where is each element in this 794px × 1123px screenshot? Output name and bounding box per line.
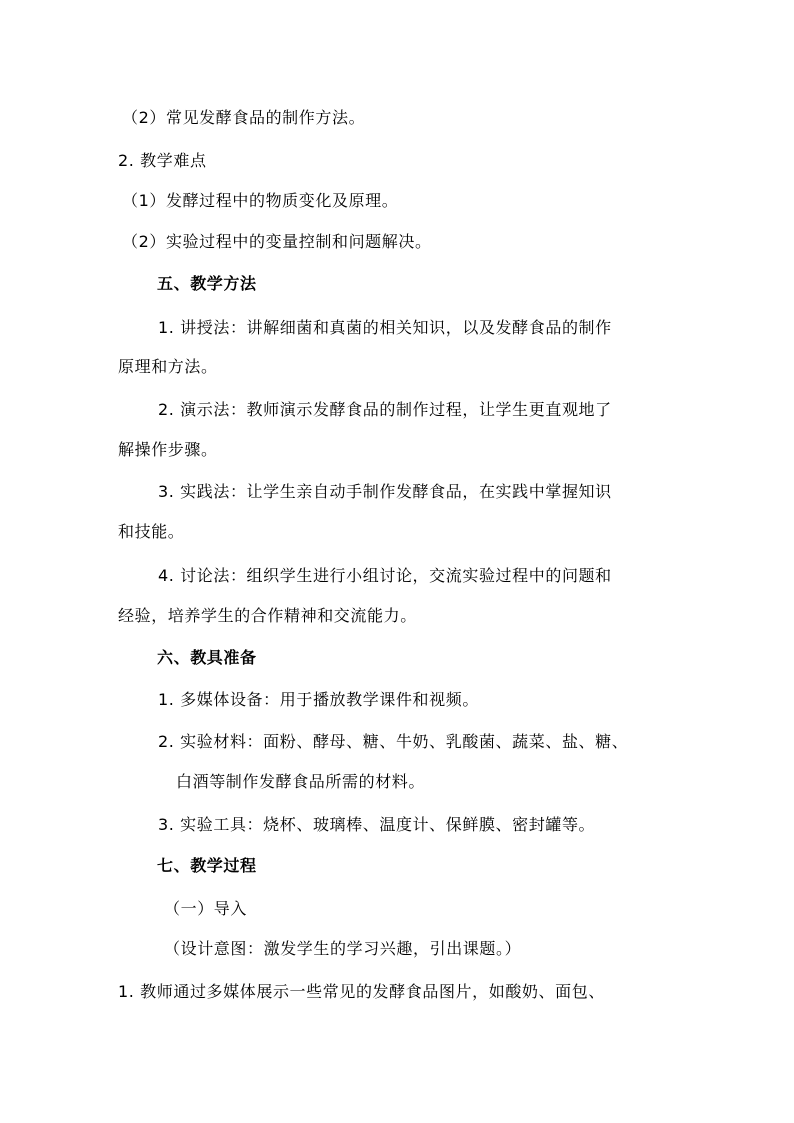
section-heading-teaching-methods: 五、教学方法	[157, 274, 257, 293]
method-item-3-continued: 和技能。	[118, 522, 185, 541]
design-intent-note: （设计意图：激发学生的学习兴趣，引出课题。）	[164, 939, 522, 958]
method-item-4: 4. 讨论法：组织学生进行小组讨论，交流实验过程中的问题和	[158, 566, 612, 585]
aids-item-2-continued: 白酒等制作发酵食品所需的材料。	[176, 772, 426, 791]
difficulty-item-2: （2）实验过程中的变量控制和问题解决。	[122, 232, 432, 251]
difficulty-item-2-method: （2）常见发酵食品的制作方法。	[122, 108, 366, 127]
method-item-2-continued: 解操作步骤。	[118, 440, 218, 459]
process-step-1: 1. 教师通过多媒体展示一些常见的发酵食品图片，如酸奶、面包、	[118, 982, 605, 1001]
aids-item-3: 3. 实验工具：烧杯、玻璃棒、温度计、保鲜膜、密封罐等。	[158, 815, 596, 834]
method-item-4-continued: 经验，培养学生的合作精神和交流能力。	[118, 606, 417, 625]
aids-item-1: 1. 多媒体设备：用于播放教学课件和视频。	[158, 690, 479, 709]
method-item-3: 3. 实践法：让学生亲自动手制作发酵食品，在实践中掌握知识	[158, 482, 612, 501]
section-heading-teaching-process: 七、教学过程	[157, 856, 257, 875]
aids-item-2: 2. 实验材料：面粉、酵母、糖、牛奶、乳酸菌、蔬菜、盐、糖、	[158, 732, 629, 751]
method-item-1-continued: 原理和方法。	[118, 357, 218, 376]
subsection-introduction: （一）导入	[164, 899, 248, 918]
section-heading-teaching-aids: 六、教具准备	[157, 648, 257, 667]
difficulty-item-1: （1）发酵过程中的物质变化及原理。	[122, 191, 399, 210]
method-item-2: 2. 演示法：教师演示发酵食品的制作过程，让学生更直观地了	[158, 400, 612, 419]
subheading-teaching-difficulties: 2. 教学难点	[118, 151, 207, 170]
method-item-1: 1. 讲授法：讲解细菌和真菌的相关知识，以及发酵食品的制作	[158, 318, 612, 337]
